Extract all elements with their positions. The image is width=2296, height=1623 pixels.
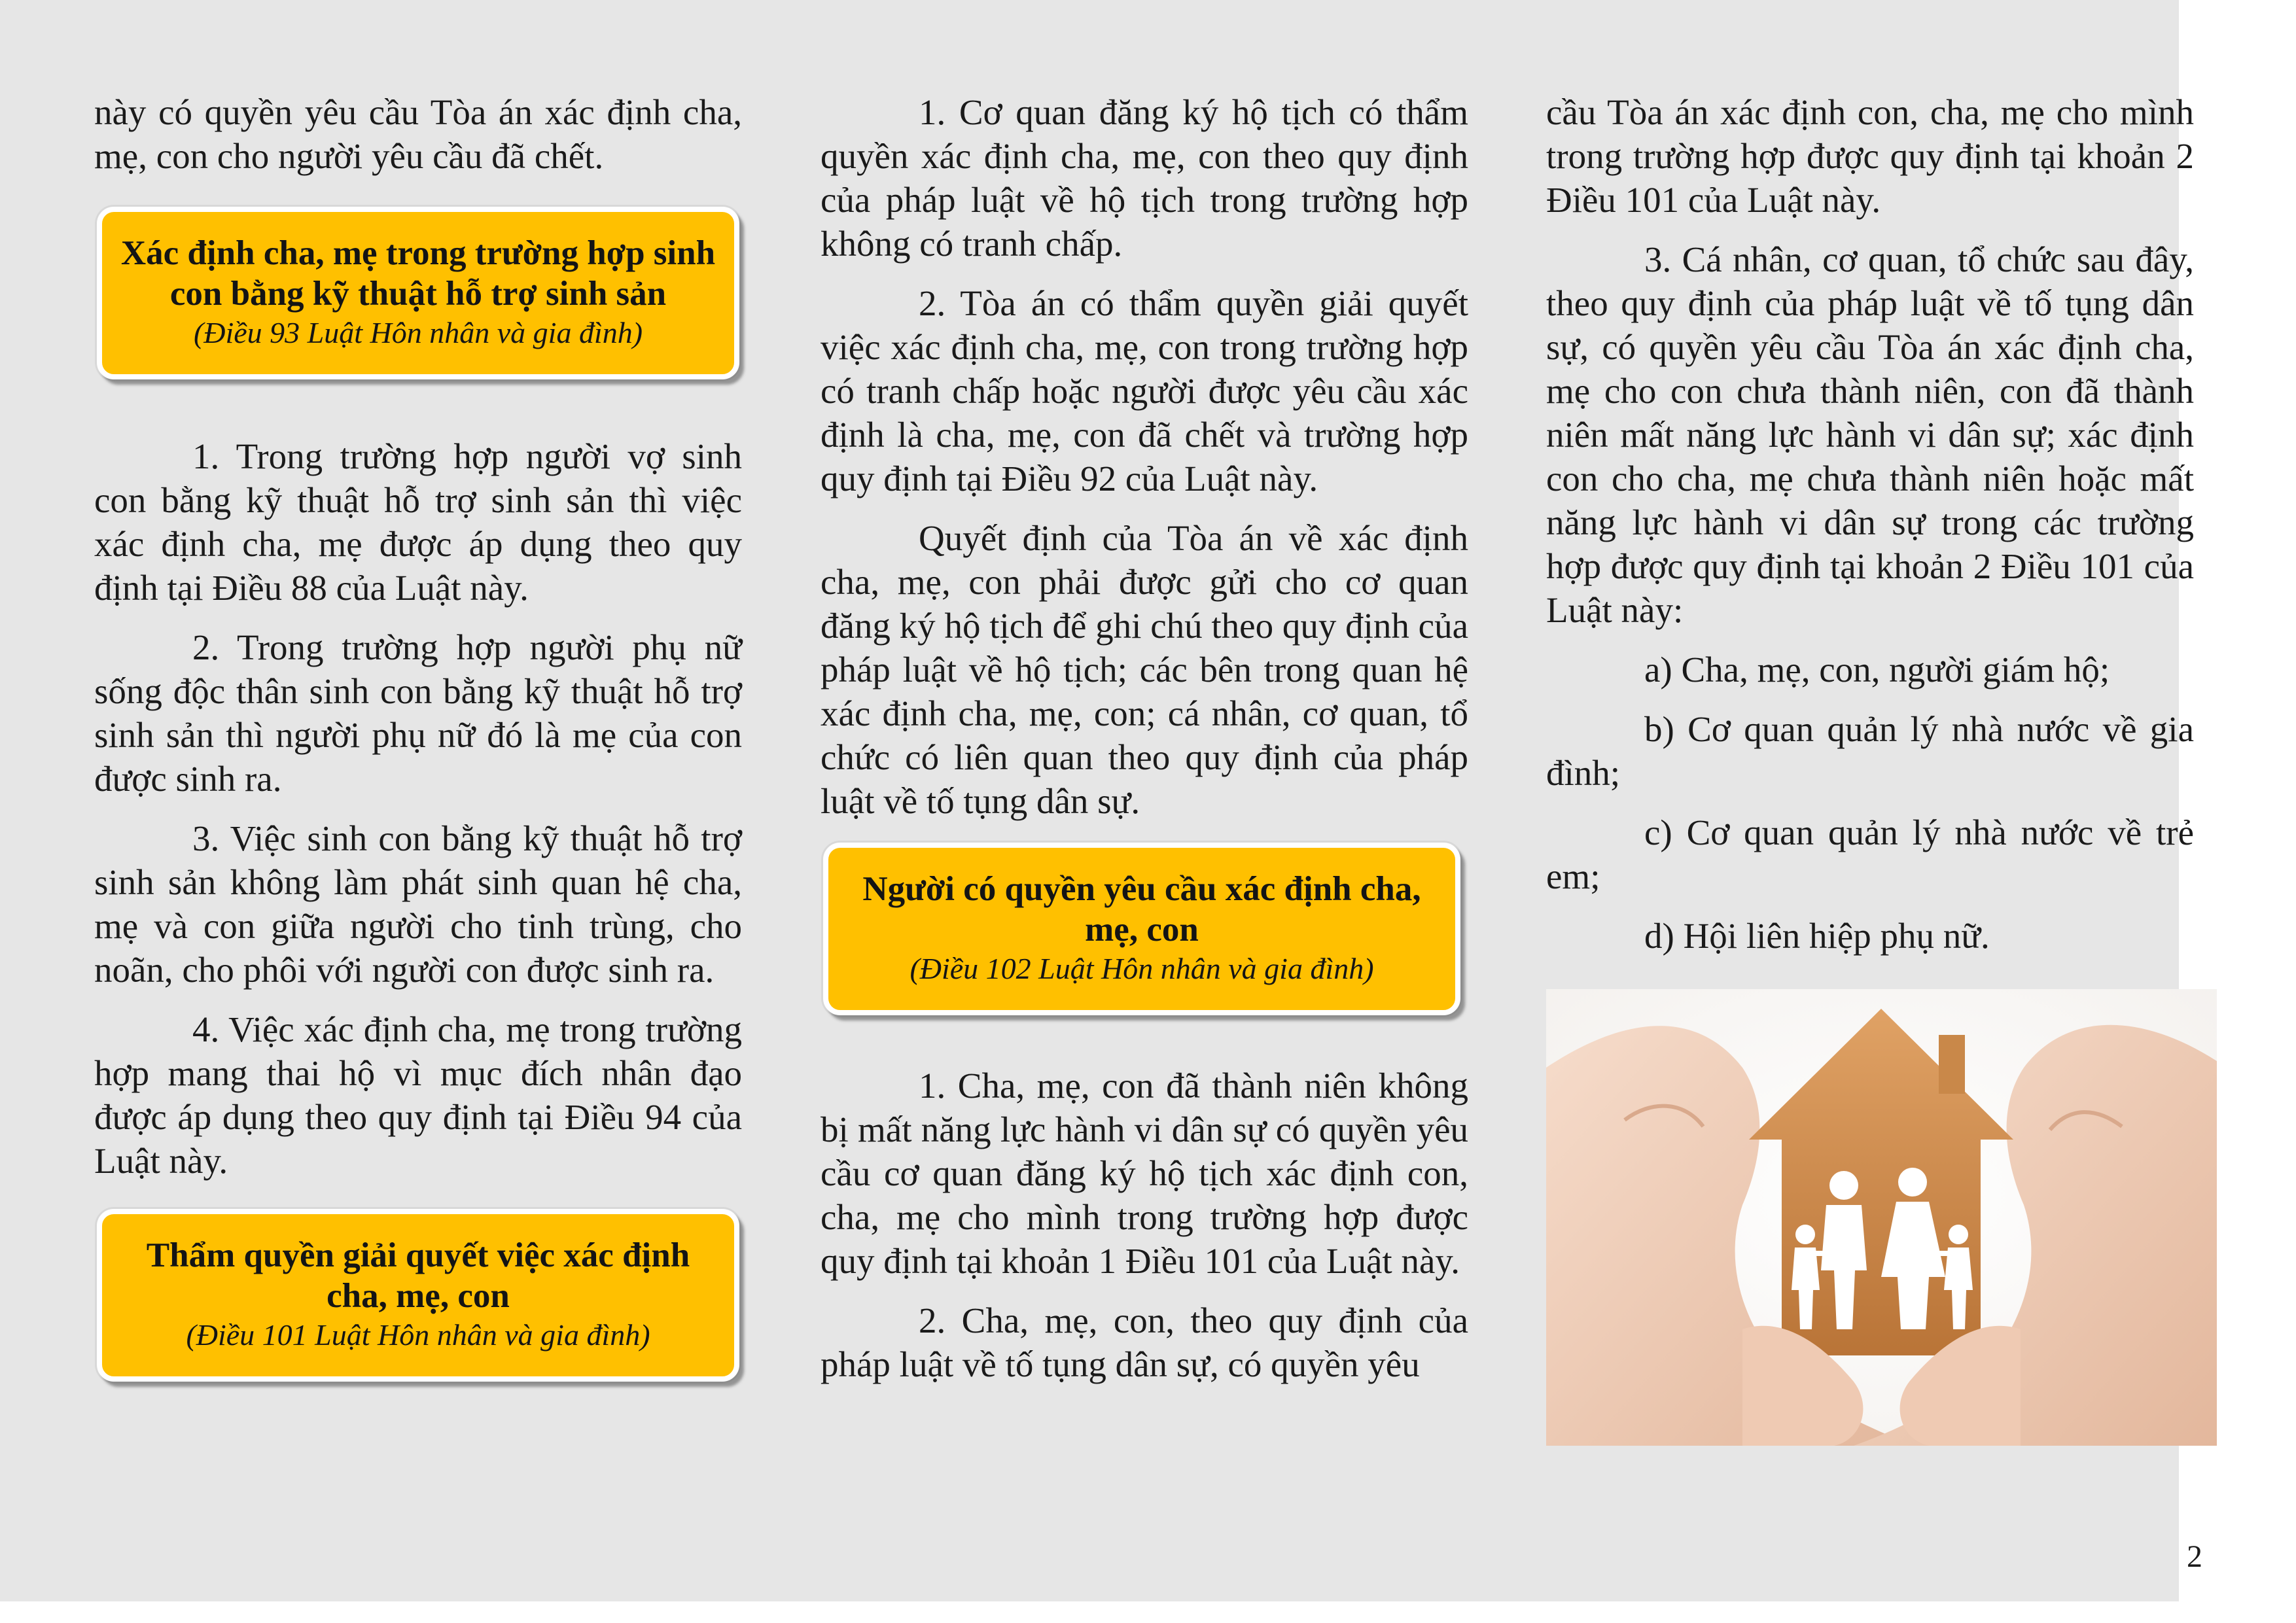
list-item: b) Cơ quan quản lý nhà nước về gia đình; xyxy=(1546,709,2194,793)
column-right xyxy=(1546,90,2194,973)
callout-box xyxy=(97,207,739,379)
paragraph: 1. Cha, mẹ, con đã thành niên không bị mất năng lực hành vi dân sự có quyền yêu cầu cơ quan đăng ký hộ tịch xác định con, cha, mẹ cho mình trong trường hợp được quy định tại khoản 1 Điều 101 của Luật này. xyxy=(821,1066,1468,1281)
paragraph: 1. Cơ quan đăng ký hộ tịch có thẩm quyền xác định cha, mẹ, con theo quy định của pháp luật về hộ tịch trong trường hợp không có tranh chấp. xyxy=(821,92,1468,264)
page-number: 2 xyxy=(2187,1539,2202,1574)
callout-box xyxy=(97,1209,739,1382)
callout-title: Xác định cha, mẹ trong trường hợp sinh con bằng kỹ thuật hỗ trợ sinh sản xyxy=(120,234,716,313)
callout-article-102 xyxy=(821,843,1463,1015)
paragraph: 2. Tòa án có thẩm quyền giải quyết việc xác định cha, mẹ, con trong trường hợp có tranh chấp hoặc người được yêu cầu xác định là cha, mẹ, con đã chết và trường hợp quy định tại Điều 92 của Luật này. xyxy=(821,283,1468,498)
paragraph: Quyết định của Tòa án về xác định cha, mẹ, con phải được gửi cho cơ quan đăng ký hộ tịch để ghi chú theo quy định của pháp luật về hộ tịch; các bên trong quan hệ xác định cha, mẹ, con; cá nhân, cơ quan, tổ chức có liên quan theo quy định của pháp luật về tố tụng dân sự. xyxy=(821,518,1468,821)
family-house-in-hands-icon xyxy=(1546,989,2217,1446)
paragraph: 2. Trong trường hợp người phụ nữ sống độc thân sinh con bằng kỹ thuật hỗ trợ sinh sản thì người phụ nữ đó là mẹ của con được sinh ra. xyxy=(94,627,742,799)
paragraph: 3. Cá nhân, cơ quan, tổ chức sau đây, theo quy định của pháp luật về tố tụng dân sự, có quyền yêu cầu Tòa án xác định cha, mẹ cho con chưa thành niên, con đã thành niên mất năng lực hành vi dân sự; xác định con cho cha, mẹ chưa thành niên hoặc mất năng lực hành vi dân sự trong các trường hợp được quy định tại khoản 2 Điều 101 của Luật này: xyxy=(1546,239,2194,630)
list-item: c) Cơ quan quản lý nhà nước về trẻ em; xyxy=(1546,812,2194,896)
list-item: d) Hội liên hiệp phụ nữ. xyxy=(1644,916,1990,956)
callout-article-93 xyxy=(94,207,742,379)
paragraph: cầu Tòa án xác định con, cha, mẹ cho mình trong trường hợp được quy định tại khoản 2 Điều 101 của Luật này. xyxy=(1546,92,2194,220)
callout-title: Người có quyền yêu cầu xác định cha, mẹ, con xyxy=(862,870,1421,949)
intro-paragraph: này có quyền yêu cầu Tòa án xác định cha, mẹ, con cho người yêu cầu đã chết. xyxy=(94,92,742,176)
callout-article-101 xyxy=(94,1209,742,1382)
column-left xyxy=(94,90,742,1429)
paragraph: 4. Việc xác định cha, mẹ trong trường hợp mang thai hộ vì mục đích nhân đạo được áp dụng theo quy định tại Điều 94 của Luật này. xyxy=(94,1009,742,1181)
list-item: a) Cha, mẹ, con, người giám hộ; xyxy=(1644,650,2110,689)
callout-title: Thẩm quyền giải quyết việc xác định cha, mẹ, con xyxy=(146,1236,690,1315)
callout-subtitle: (Điều 93 Luật Hôn nhân và gia đình) xyxy=(193,316,643,349)
callout-box xyxy=(823,843,1460,1015)
paragraph: 2. Cha, mẹ, con, theo quy định của pháp luật về tố tụng dân sự, có quyền yêu xyxy=(821,1300,1468,1384)
column-middle xyxy=(821,90,1468,1402)
paragraph: 3. Việc sinh con bằng kỹ thuật hỗ trợ sinh sản không làm phát sinh quan hệ cha, mẹ và con giữa người cho tinh trùng, cho noãn, cho phôi với người con được sinh ra. xyxy=(94,818,742,990)
callout-subtitle: (Điều 101 Luật Hôn nhân và gia đình) xyxy=(186,1318,650,1352)
callout-subtitle: (Điều 102 Luật Hôn nhân và gia đình) xyxy=(910,952,1374,985)
paragraph: 1. Trong trường hợp người vợ sinh con bằng kỹ thuật hỗ trợ sinh sản thì việc xác định cha, mẹ được áp dụng theo quy định tại Điều 88 của Luật này. xyxy=(94,436,742,608)
